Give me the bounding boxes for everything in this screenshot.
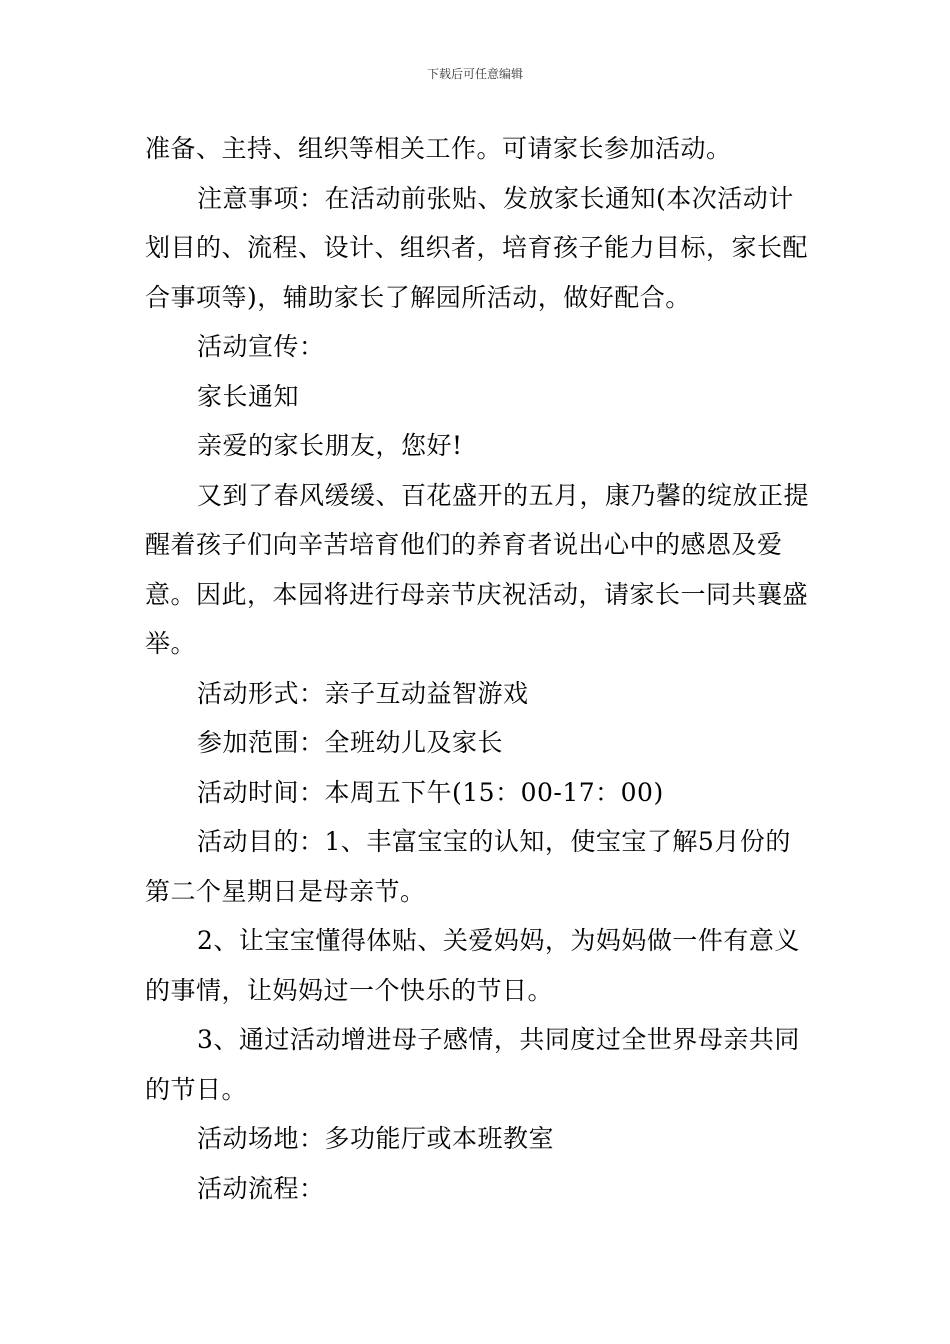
paragraph-notice-title: 家长通知 [197, 381, 300, 411]
paragraph-participants: 参加范围：全班幼儿及家长 [197, 728, 504, 757]
page-header: 下载后可任意编辑 [426, 67, 523, 81]
paragraph-venue: 活动场地：多功能厅或本班教室 [197, 1124, 555, 1153]
paragraph-process-heading: 活动流程： [197, 1173, 325, 1203]
paragraph-preparation: 准备、主持、组织等相关工作。可请家长参加活动。 [145, 134, 732, 163]
paragraph-intro: 又到了春风缓缓、百花盛开的五月，康乃馨的绽放正提醒着孩子们向辛苦培育他们的养育者说出心中的感恩及爱意。因此，本园将进行母亲节庆祝活动，请家长一同共襄盛举。 [145, 480, 810, 658]
paragraph-purpose-3: 3、通过活动增进母子感情，共同度过全世界母亲共同的节日。 [145, 1025, 800, 1104]
document-body [145, 124, 810, 1213]
paragraph-publicity-heading: 活动宣传： [197, 332, 325, 361]
paragraph-activity-time: 活动时间：本周五下午(15：00-17：00) [197, 777, 664, 807]
paragraph-activity-format: 活动形式：亲子互动益智游戏 [197, 678, 529, 708]
paragraph-greeting: 亲爱的家长朋友，您好! [197, 431, 463, 460]
paragraph-purpose-2: 2、让宝宝懂得体贴、关爱妈妈，为妈妈做一件有意义的事情，让妈妈过一个快乐的节日。 [145, 926, 800, 1005]
paragraph-notes: 注意事项：在活动前张贴、发放家长通知(本次活动计划目的、流程、设计、组织者，培育孩子能力目标，家长配合事项等)，辅助家长了解园所活动，做好配合。 [145, 183, 809, 312]
paragraph-purpose-1: 活动目的：1、丰富宝宝的认知，使宝宝了解5月份的第二个星期日是母亲节。 [145, 827, 791, 906]
